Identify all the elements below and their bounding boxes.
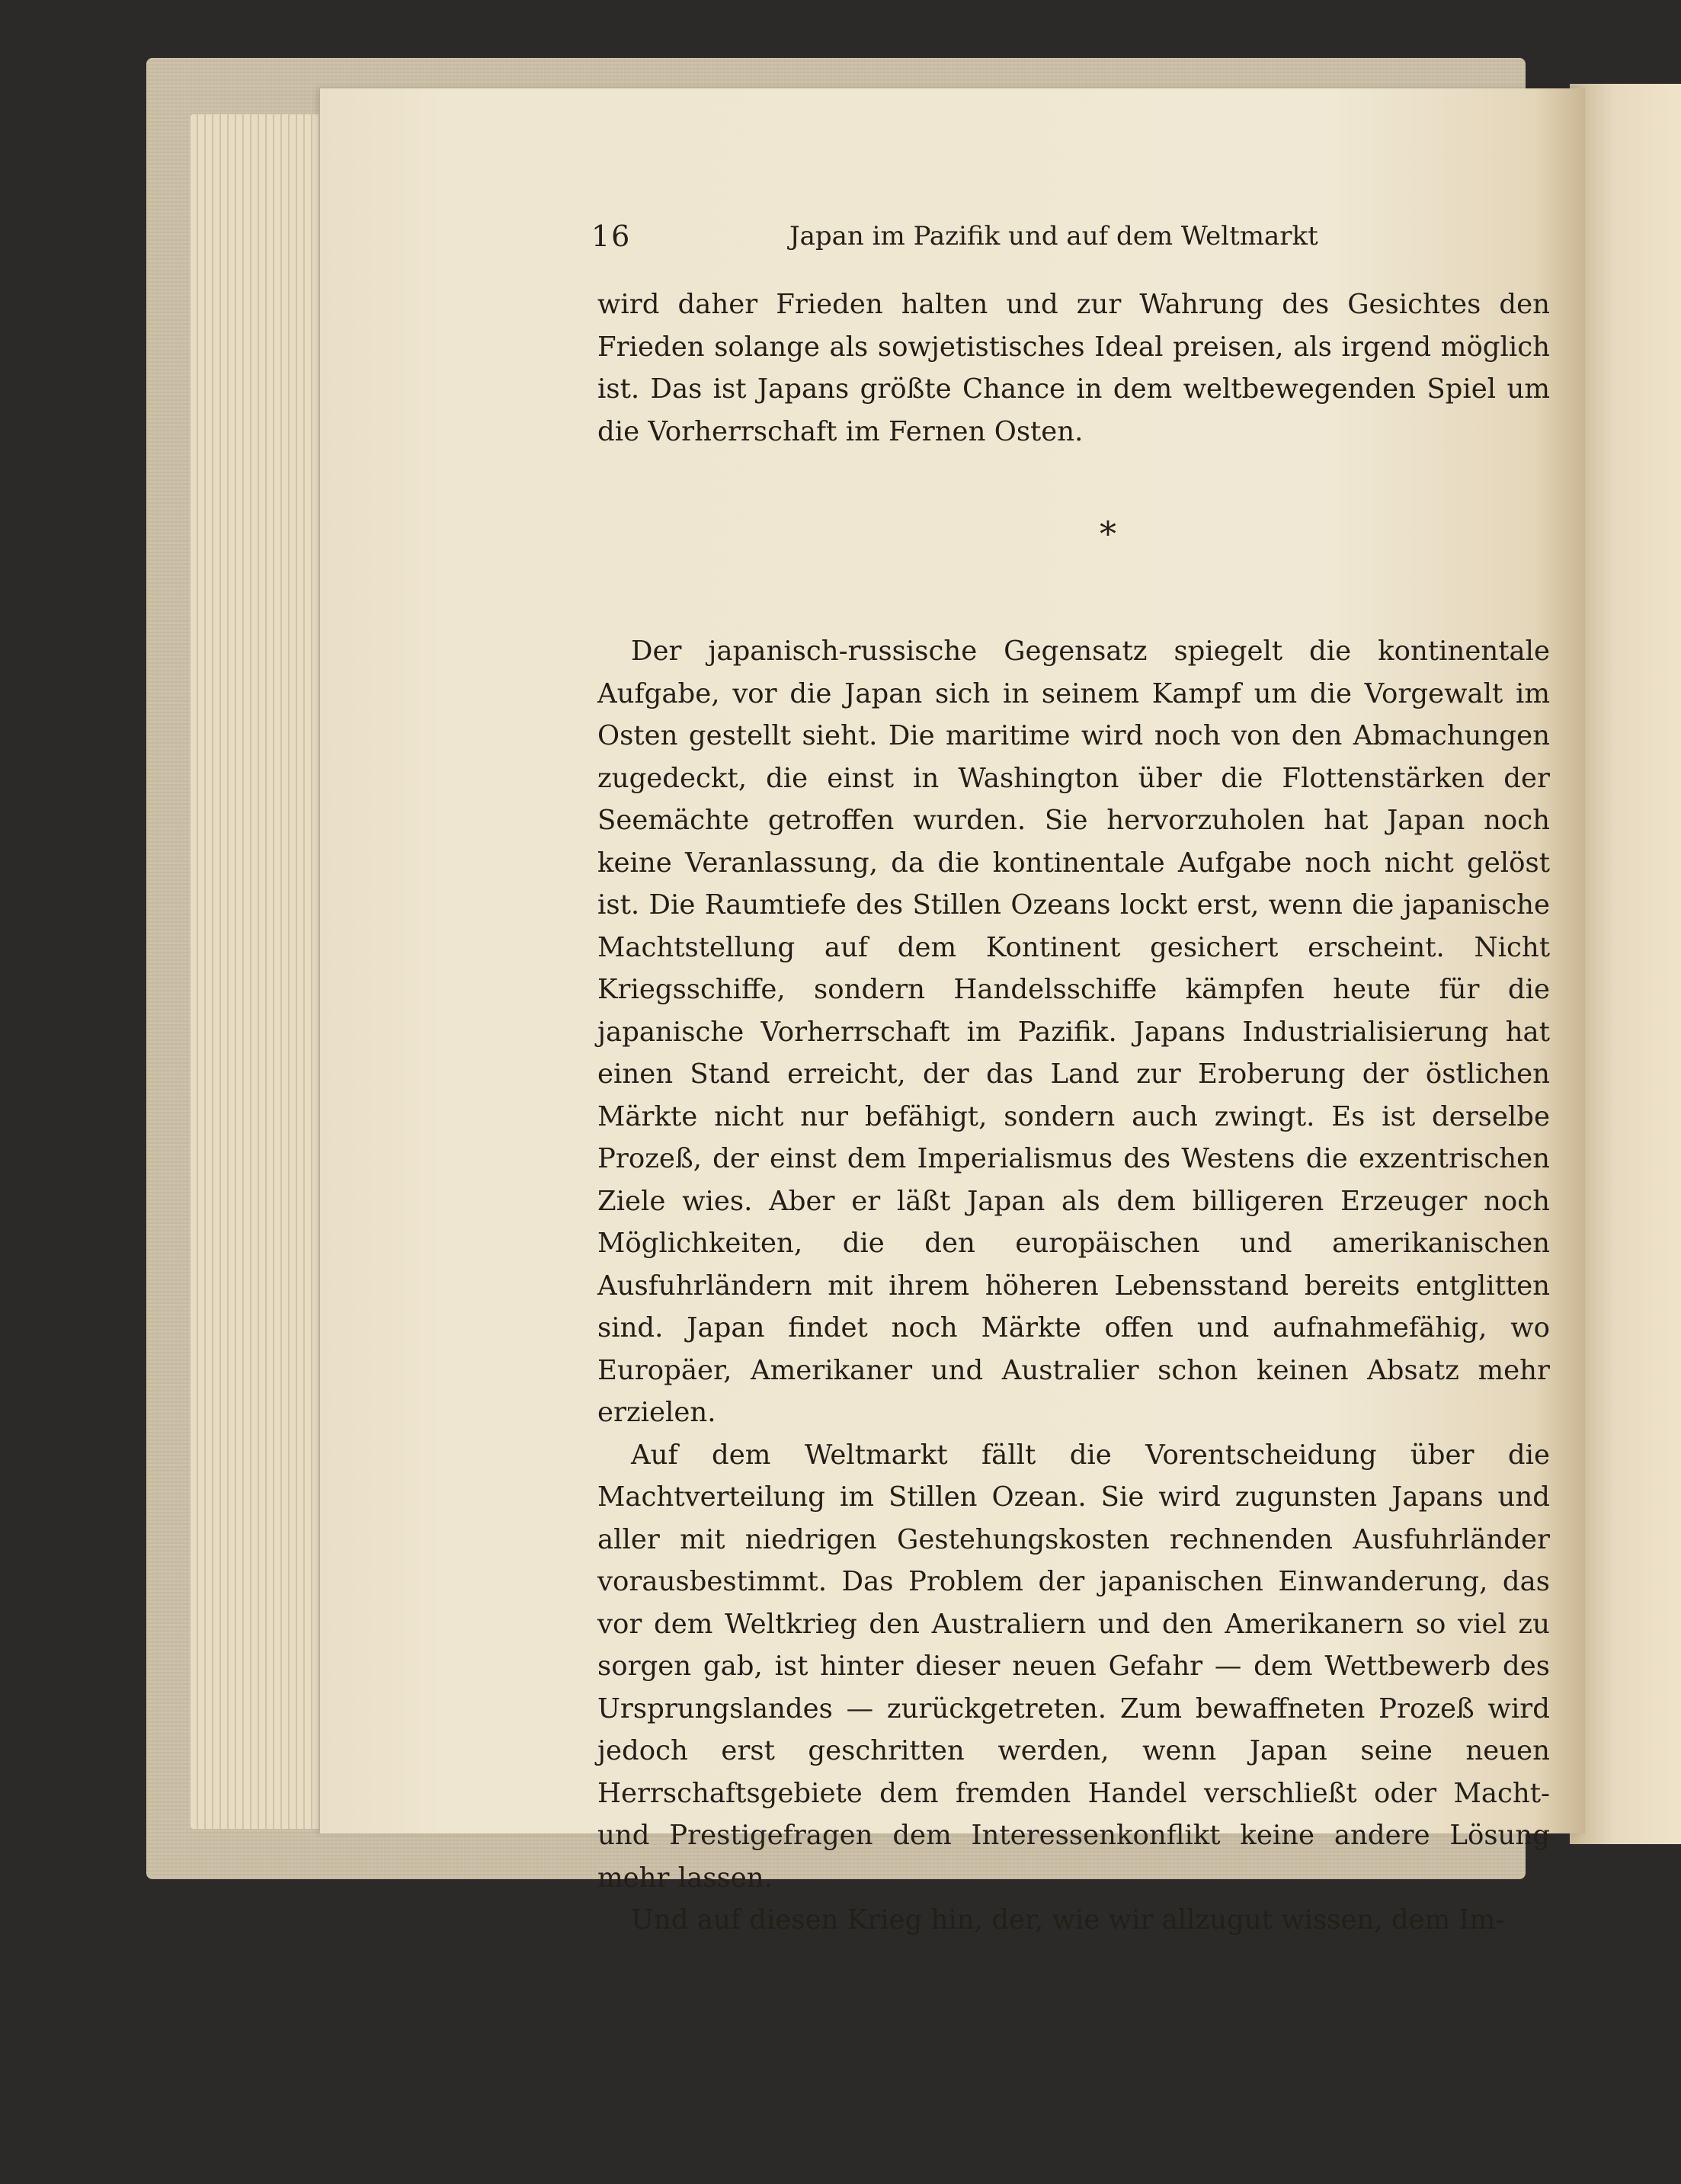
section-break-asterisk: * xyxy=(1100,515,1116,554)
running-head xyxy=(591,219,1323,258)
facing-page-edge xyxy=(1570,84,1681,1844)
paragraph-1: wird daher Frieden halten und zur Wahrung des Gesichtes den Frieden solange als sowjetistisches Ideal preisen, als irgend möglich ist. Das ist Japans größte Chance in dem weltbewegenden Spiel um die Vorherrschaft im Fernen Osten. xyxy=(597,289,1550,447)
body-text xyxy=(597,283,1550,1942)
paragraph-3: Auf dem Weltmarkt fällt die Vorentscheidung über die Machtverteilung im Stillen Ozean. Sie wird zugunsten Japans und aller mit niedrigen Gestehungskosten rechnenden Ausfuhrländer vorausbestimmt. Das Problem der japanischen Einwanderung, das vor dem Weltkrieg den Australiern und den Amerikanern so viel zu sorgen gab, ist hinter dieser neuen Gefahr — dem Wettbewerb des Ursprungslandes — zurückgetreten. Zum bewaffneten Prozeß wird jedoch erst geschritten werden, wenn Japan seine neuen Herrschaftsgebiete dem fremden Handel verschließt oder Macht- und Prestigefragen dem Interessenkonflikt keine andere Lösung mehr lassen. xyxy=(597,1439,1550,1894)
paragraph-4: Und auf diesen Krieg hin, der, wie wir allzugut wissen, dem Im- xyxy=(631,1904,1505,1936)
page-number: 16 xyxy=(591,219,632,253)
paragraph-2: Der japanisch-russische Gegensatz spiegelt die kontinentale Aufgabe, vor die Japan sich in seinem Kampf um die Vorgewalt im Osten gestellt sieht. Die maritime wird noch von den Abmachungen zugedeckt, die einst in Washington über die Flottenstärken der Seemächte getroffen wurden. Sie hervorzuholen hat Japan noch keine Veranlassung, da die kontinentale Aufgabe noch nicht gelöst ist. Die Raumtiefe des Stillen Ozeans lockt erst, wenn die japanische Machtstellung auf dem Kontinent gesichert erscheint. Nicht Kriegsschiffe, sondern Handelsschiffe kämpfen heute für die japanische Vorherrschaft im Pazifik. Japans Industrialisierung hat einen Stand erreicht, der das Land zur Eroberung der östlichen Märkte nicht nur befähigt, sondern auch zwingt. Es ist derselbe Prozeß, der einst dem Imperialismus des Westens die exzentrischen Ziele wies. Aber er läßt Japan als dem billigeren Erzeuger noch Möglichkeiten, die den europäischen und amerikanischen Ausfuhrländern mit ihrem höheren Lebensstand bereits entglitten sind. Japan findet noch Märkte offen und aufnahmefähig, wo Europäer, Amerikaner und Australier schon keinen Absatz mehr erzielen. xyxy=(597,636,1550,1428)
running-title: Japan im Pazifik und auf dem Weltmarkt xyxy=(789,221,1318,251)
